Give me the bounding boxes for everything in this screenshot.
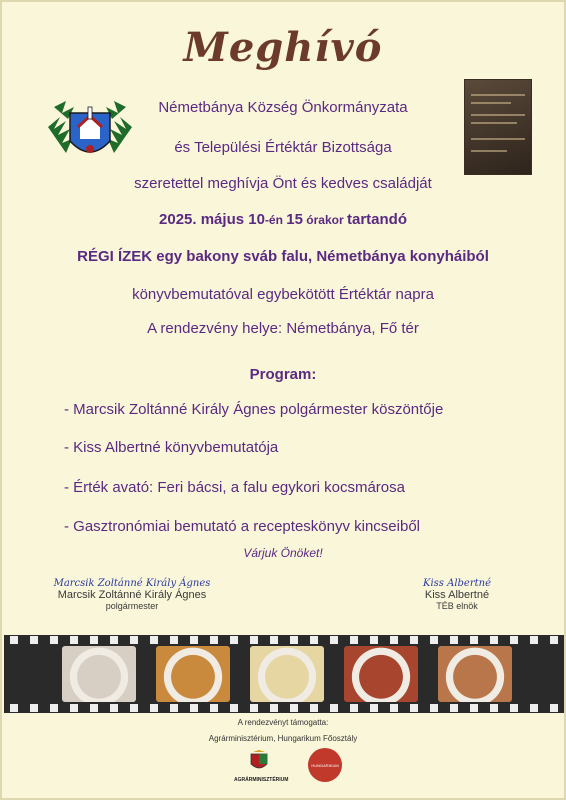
mayor-signature-block	[32, 578, 232, 611]
page-title: Meghívó	[183, 24, 383, 71]
program-item: - Marcsik Zoltánné Király Ágnes polgármester köszöntője	[64, 401, 444, 418]
support-line-2: Agrárminisztérium, Hungarikum Főosztály	[208, 734, 358, 743]
film-perforation-top	[4, 636, 564, 644]
hungarian-crest-icon	[249, 750, 269, 772]
committee-signature-block	[402, 578, 512, 611]
closing-text: Várjuk Önöket!	[243, 546, 323, 560]
organizer-line-2: és Települési Értéktár Bizottsága	[174, 139, 392, 156]
mayor-name: Marcsik Zoltánné Király Ágnes	[57, 589, 207, 601]
committee-role: TÉB elnök	[436, 601, 478, 611]
committee-signature: Kiss Albertné	[422, 578, 491, 589]
frame-bundt-cake-photo	[438, 646, 512, 702]
hungarikum-logo: HUNGARIKUM	[308, 748, 342, 782]
organizer-line-1: Németbánya Község Önkormányzata	[158, 99, 408, 116]
program-item: - Érték avató: Feri bácsi, a falu egykori kocsmárosa	[64, 479, 405, 496]
event-name: RÉGI ÍZEK egy bakony sváb falu, Németbánya konyháiból	[77, 248, 489, 265]
invitation-line: szeretettel meghívja Önt és kedves családját	[134, 175, 432, 192]
support-line-1: A rendezvényt támogatta:	[237, 718, 329, 727]
film-perforation-bottom	[4, 704, 564, 712]
program-heading: Program:	[249, 366, 317, 383]
mayor-signature: Marcsik Zoltánné Király Ágnes	[53, 578, 211, 589]
frame-soup-photo	[250, 646, 324, 702]
event-subtitle: könyvbemutatóval egybekötött Értéktár napra	[132, 286, 434, 303]
event-date: 2025. május 10-én 15 órakor tartandó	[159, 211, 407, 228]
frame-roast-photo	[344, 646, 418, 702]
frame-dumplings-photo	[62, 646, 136, 702]
book-cover-image	[464, 79, 532, 175]
event-location: A rendezvény helye: Németbánya, Fő tér	[147, 320, 419, 337]
mayor-role: polgármester	[105, 601, 159, 611]
ministry-logo: AGRÁRMINISZTÉRIUM	[234, 750, 284, 783]
committee-name: Kiss Albertné	[424, 589, 490, 601]
program-item: - Kiss Albertné könyvbemutatója	[64, 439, 279, 456]
frame-potato-cakes-photo	[156, 646, 230, 702]
program-item: - Gasztronómiai bemutató a recepteskönyv kincseiből	[64, 518, 421, 535]
film-strip	[4, 635, 564, 713]
